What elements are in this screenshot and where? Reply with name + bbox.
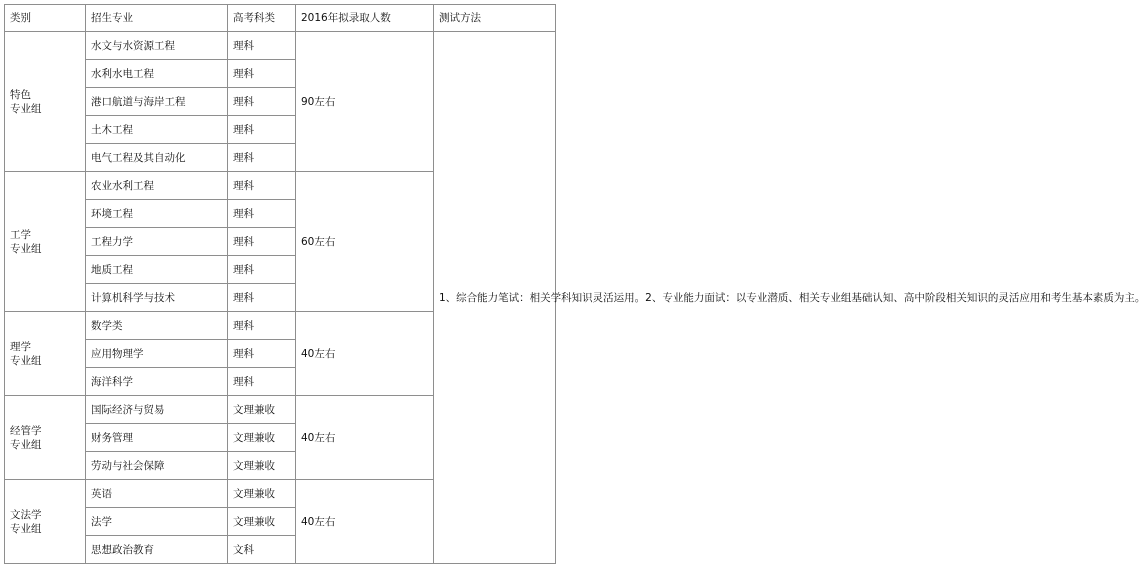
major-cell: 水利水电工程: [86, 60, 227, 87]
major-cell: 计算机科学与技术: [86, 284, 227, 311]
quota-cell: 40左右: [296, 396, 433, 479]
test-method-cell: 1、综合能力笔试：相关学科知识灵活运用。2、专业能力面试：以专业潜质、相关专业组基础认知、高中阶段相关知识的灵活应用和考生基本素质为主。: [434, 32, 555, 563]
major-cell: 港口航道与海岸工程: [86, 88, 227, 115]
major-cell: 数学类: [86, 312, 227, 339]
major-cell: 工程力学: [86, 228, 227, 255]
major-cell: 劳动与社会保障: [86, 452, 227, 479]
subject-cell: 理科: [228, 200, 295, 227]
subject-cell: 理科: [228, 256, 295, 283]
header-major: 招生专业: [86, 5, 227, 31]
major-cell: 水文与水资源工程: [86, 32, 227, 59]
major-cell: 应用物理学: [86, 340, 227, 367]
major-cell: 农业水利工程: [86, 172, 227, 199]
quota-cell: 40左右: [296, 312, 433, 395]
subject-cell: 文理兼收: [228, 396, 295, 423]
subject-cell: 文理兼收: [228, 452, 295, 479]
table-row: [5, 32, 555, 59]
major-cell: 海洋科学: [86, 368, 227, 395]
category-label-line: 专业组: [10, 354, 42, 367]
header-test-method: 测试方法: [434, 5, 555, 31]
subject-cell: 理科: [228, 340, 295, 367]
major-cell: 环境工程: [86, 200, 227, 227]
subject-cell: 文理兼收: [228, 508, 295, 535]
major-cell: 思想政治教育: [86, 536, 227, 563]
subject-cell: 文科: [228, 536, 295, 563]
category-label-line: 理学: [10, 340, 31, 353]
category-label-line: 专业组: [10, 438, 42, 451]
category-label-line: 文法学: [10, 508, 42, 521]
major-cell: 国际经济与贸易: [86, 396, 227, 423]
category-label-line: 经管学: [10, 424, 42, 437]
quota-cell: 40左右: [296, 480, 433, 563]
table-body: [5, 32, 1145, 563]
category-cell: [5, 312, 85, 395]
admission-table: [4, 4, 1145, 564]
subject-cell: 文理兼收: [228, 480, 295, 507]
subject-cell: 理科: [228, 144, 295, 171]
category-cell: [5, 396, 85, 479]
major-cell: 财务管理: [86, 424, 227, 451]
category-label-line: 特色: [10, 88, 31, 101]
subject-cell: 理科: [228, 172, 295, 199]
quota-cell: 60左右: [296, 172, 433, 311]
header-category: 类别: [5, 5, 85, 31]
category-label-line: 专业组: [10, 102, 42, 115]
subject-cell: 理科: [228, 116, 295, 143]
subject-cell: 理科: [228, 284, 295, 311]
subject-cell: 文理兼收: [228, 424, 295, 451]
major-cell: 法学: [86, 508, 227, 535]
category-label-line: 专业组: [10, 242, 42, 255]
category-cell: [5, 172, 85, 311]
major-cell: 英语: [86, 480, 227, 507]
subject-cell: 理科: [228, 368, 295, 395]
category-label-line: 专业组: [10, 522, 42, 535]
category-label-line: 工学: [10, 228, 31, 241]
subject-cell: 理科: [228, 228, 295, 255]
header-subject: 高考科类: [228, 5, 295, 31]
header-row: [5, 5, 555, 31]
quota-cell: 90左右: [296, 32, 433, 171]
major-cell: 电气工程及其自动化: [86, 144, 227, 171]
category-cell: [5, 32, 85, 171]
subject-cell: 理科: [228, 88, 295, 115]
subject-cell: 理科: [228, 32, 295, 59]
major-cell: 土木工程: [86, 116, 227, 143]
header-quota: 2016年拟录取人数: [296, 5, 433, 31]
subject-cell: 理科: [228, 60, 295, 87]
major-cell: 地质工程: [86, 256, 227, 283]
subject-cell: 理科: [228, 312, 295, 339]
category-cell: [5, 480, 85, 563]
